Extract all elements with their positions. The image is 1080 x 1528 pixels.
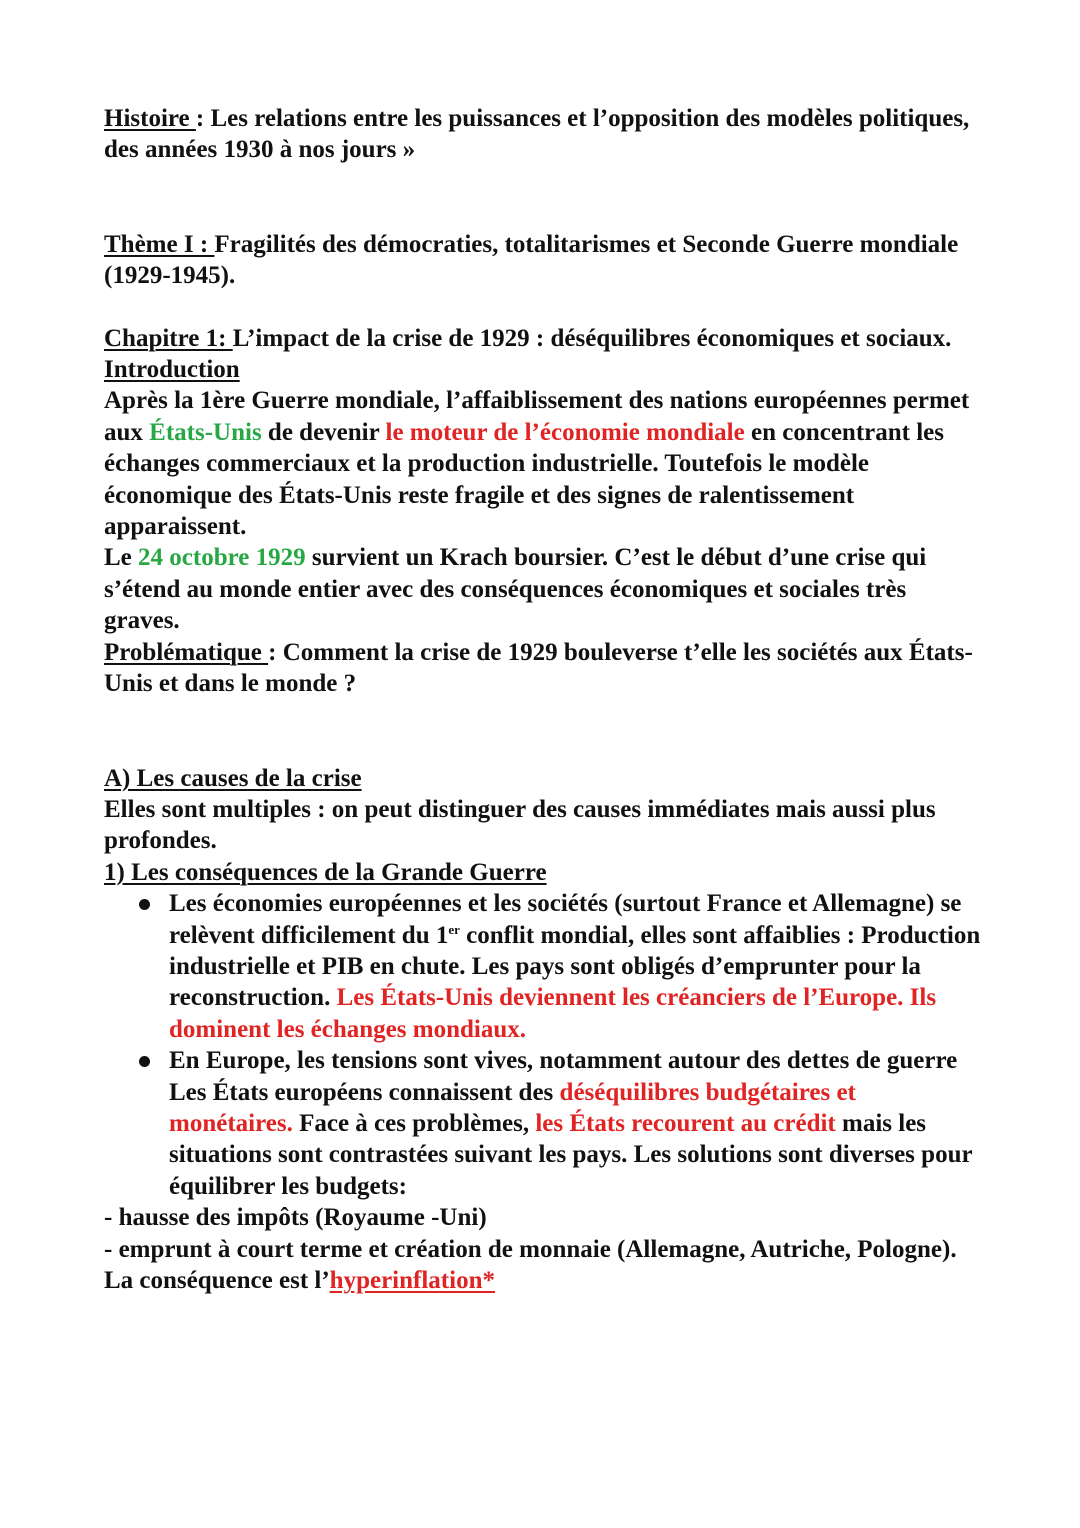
- conclusion-line: La conséquence est l’hyperinflation*: [104, 1267, 495, 1294]
- problem-text: Comment la crise de 1929 bouleverse t’elle les sociétés aux États-Unis et dans le monde ?: [104, 638, 973, 698]
- problem-label: Problématique: [104, 638, 269, 666]
- intro-paragraph-1: Après la 1ère Guerre mondiale, l’affaiblissement des nations européennes permet aux États-Unis de devenir le moteur de l’économie mondiale en concentrant les échanges commerciaux et la production industrielle. Toutefois le modèle économique des États-Unis reste fragile et des signes de ralentissement apparaissent.: [104, 387, 970, 541]
- list-item: Les économies européennes et les sociétés (surtout France et Allemagne) se relèvent difficilement du 1er conflit mondial, elles sont affaiblies : Production industrielle et PIB en chute. Les pays sont obligés d’emprunter pour la reconstruction. Les États-Unis deviennent les créanciers de l’Europe. Ils dominent les échanges mondiaux.: [169, 888, 984, 1045]
- chapter-label: Chapitre 1:: [104, 324, 233, 352]
- theme-title: [104, 229, 984, 292]
- intro-paragraph-2: Le 24 octobre 1929 survient un Krach boursier. C’est le début d’une crise qui s’étend au monde entier avec des conséquences économiques et sociales très graves.: [104, 544, 927, 635]
- highlight-credit: les États recourent au crédit: [535, 1109, 836, 1137]
- chapter-title: [104, 323, 984, 354]
- course-header: Histoire : Les relations entre les puissances et l’opposition des modèles politiques, des années 1930 à nos jours »: [104, 105, 970, 164]
- document-body: [104, 103, 984, 1296]
- hyperinflation-link[interactable]: hyperinflation*: [329, 1267, 495, 1294]
- section-a-intro: Elles sont multiples : on peut distinguer des causes immédiates mais aussi plus profondes.: [104, 795, 936, 855]
- subsection-1-heading: 1) Les conséquences de la Grande Guerre: [104, 858, 547, 886]
- theme-text: Fragilités des démocraties, totalitarismes et Seconde Guerre mondiale (1929-1945).: [104, 230, 959, 290]
- chapter-text: L’impact de la crise de 1929 : déséquilibres économiques et sociaux.: [232, 324, 952, 352]
- spacer: [104, 292, 984, 323]
- bullet-list: [104, 888, 984, 1202]
- list-item: En Europe, les tensions sont vives, notamment autour des dettes de guerre Les États européens connaissent des déséquilibres budgétaires et monétaires. Face à ces problèmes, les États recourent au crédit mais les situations sont contrastées suivant les pays. Les solutions sont diverses pour équilibrer les budgets:: [169, 1045, 984, 1202]
- dash-item-loans: - emprunt à court terme et création de monnaie (Allemagne, Autriche, Pologne).: [104, 1235, 957, 1263]
- dash-item-taxes: - hausse des impôts (Royaume -Uni): [104, 1204, 487, 1232]
- spacer: [104, 700, 984, 763]
- problematique: Problématique : Comment la crise de 1929 bouleverse t’elle les sociétés aux États-Unis et dans le monde ?: [104, 638, 973, 698]
- intro-heading: Introduction: [104, 356, 240, 384]
- bullet-icon: [139, 1056, 150, 1067]
- header-text: Les relations entre les puissances et l’opposition des modèles politiques, des années 1930 à nos jours »: [104, 105, 970, 164]
- highlight-date: 24 octobre 1929: [138, 544, 306, 572]
- header-label: Histoire: [104, 105, 196, 132]
- bullet-icon: [139, 899, 150, 910]
- theme-label: Thème I :: [104, 230, 215, 258]
- highlight-usa: États-Unis: [149, 418, 262, 446]
- highlight-creditors: Les États-Unis deviennent les créanciers de l’Europe. Ils dominent les échanges mondiaux.: [169, 984, 937, 1043]
- highlight-imbalances: déséquilibres budgétaires et monétaires.: [169, 1078, 856, 1137]
- section-a-heading: A) Les causes de la crise: [104, 764, 362, 792]
- spacer: [104, 166, 984, 229]
- highlight-engine: le moteur de l’économie mondiale: [385, 418, 745, 446]
